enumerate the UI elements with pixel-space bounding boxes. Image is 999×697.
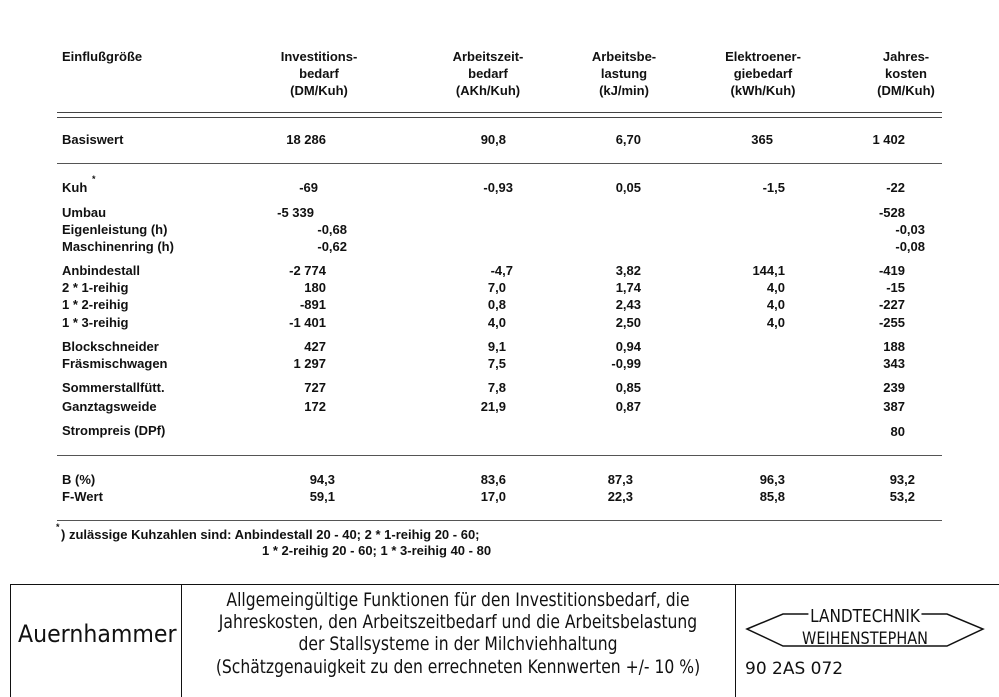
row-label: Umbau	[62, 205, 107, 220]
header-arbeitszeit-3: (AKh/Kuh)	[455, 83, 521, 98]
cell-arbeitszeit: 90,8	[480, 132, 506, 147]
cell-belastung: -0,99	[611, 356, 641, 371]
row-label: Anbindestall	[62, 263, 141, 278]
cell-belastung: 0,85	[615, 380, 641, 395]
cell-arbeitszeit: -4,7	[490, 263, 513, 278]
cell-jahres: 343	[883, 356, 905, 371]
cell-belastung: 2,50	[615, 315, 641, 330]
cell-elektro: -1,5	[762, 180, 785, 195]
header-jahres-3: (DM/Kuh)	[877, 83, 935, 98]
cell-invest: 727	[304, 380, 326, 395]
cell-invest: -5 339	[277, 205, 314, 220]
header-arbeitszeit-2: bedarf	[468, 66, 508, 81]
stats-separator	[57, 455, 942, 456]
header-elektro-1: Elektroener-	[725, 49, 801, 64]
title-line-2: Jahreskosten, den Arbeitszeitbedarf und die Arbeitsbelastung	[218, 611, 698, 633]
cell-elektro: 96,3	[759, 472, 785, 487]
cell-elektro: 85,8	[759, 489, 785, 504]
cell-belastung: 3,82	[615, 263, 641, 278]
cell-belastung: 2,43	[615, 297, 641, 312]
cell-invest: -69	[299, 180, 318, 195]
cell-jahres: -255	[878, 315, 905, 330]
header-invest-2: bedarf	[299, 66, 339, 81]
header-invest-1: Investitions-	[280, 49, 358, 64]
cell-jahres: -528	[878, 205, 905, 220]
row-label: F-Wert	[62, 489, 103, 504]
cell-belastung: 22,3	[607, 489, 633, 504]
cell-belastung: 0,94	[615, 339, 641, 354]
document-code: 90 2AS 072	[745, 659, 844, 679]
cell-jahres: 53,2	[889, 489, 915, 504]
row-label: Maschinenring (h)	[62, 239, 174, 254]
cell-invest: 172	[304, 399, 326, 414]
cell-belastung: 1,74	[615, 280, 641, 295]
cell-elektro: 144,1	[752, 263, 785, 278]
cell-elektro: 365	[751, 132, 773, 147]
title-block-divider-2	[735, 584, 736, 697]
footnote-marker: *	[56, 522, 60, 532]
cell-elektro: 4,0	[766, 315, 785, 330]
cell-belastung: 87,3	[607, 472, 633, 487]
header-separator	[57, 112, 942, 118]
header-einflussgroesse: Einflußgröße	[62, 49, 143, 64]
row-label: Fräsmischwagen	[62, 356, 168, 371]
title-line-1: Allgemeingültige Funktionen für den Investitionsbedarf, die	[226, 589, 690, 611]
row-label: Strompreis (DPf)	[62, 423, 166, 438]
row-label: B (%)	[62, 472, 96, 487]
cell-arbeitszeit: 7,8	[487, 380, 506, 395]
row-label: Basiswert	[62, 132, 124, 147]
cell-arbeitszeit: 7,5	[487, 356, 506, 371]
logo-text-line-1: LANDTECHNIK	[810, 606, 920, 627]
cell-jahres: -227	[878, 297, 905, 312]
header-elektro-3: (kWh/Kuh)	[730, 83, 796, 98]
cell-arbeitszeit: 0,8	[487, 297, 506, 312]
cell-elektro: 4,0	[766, 280, 785, 295]
cell-jahres: 1 402	[872, 132, 905, 147]
row-label: Eigenleistung (h)	[62, 222, 168, 237]
cell-invest: 94,3	[309, 472, 335, 487]
cell-jahres: 80	[890, 424, 905, 439]
cell-invest: 1 297	[293, 356, 326, 371]
title-block-top-border	[10, 584, 999, 585]
row-label: 2 * 1-reihig	[62, 280, 129, 295]
title-block-divider-1	[181, 584, 182, 697]
cell-arbeitszeit: 17,0	[480, 489, 506, 504]
header-elektro-2: giebedarf	[733, 66, 793, 81]
cell-invest: 59,1	[309, 489, 335, 504]
title-line-3: der Stallsysteme in der Milchviehhaltung	[298, 633, 618, 655]
logo-text-line-2: WEIHENSTEPHAN	[802, 629, 928, 649]
cell-jahres: 387	[883, 399, 905, 414]
row-label: 1 * 2-reihig	[62, 297, 129, 312]
cell-invest: 427	[304, 339, 326, 354]
header-jahres-1: Jahres-	[882, 49, 930, 64]
cell-jahres: -419	[878, 263, 905, 278]
footnote-line-1: ) zulässige Kuhzahlen sind: Anbindestall 20 - 40; 2 * 1-reihig 20 - 60;	[61, 527, 480, 542]
cell-belastung: 6,70	[615, 132, 641, 147]
cell-invest: -891	[299, 297, 326, 312]
row-label: Ganztagsweide	[62, 399, 157, 414]
header-jahres-2: kosten	[885, 66, 927, 81]
row-label: Blockschneider	[62, 339, 159, 354]
cell-invest: -0,68	[317, 222, 347, 237]
cell-arbeitszeit: -0,93	[483, 180, 513, 195]
basis-separator	[57, 163, 942, 164]
cell-invest: -1 401	[289, 315, 326, 330]
cell-invest: -0,62	[317, 239, 347, 254]
cell-arbeitszeit: 9,1	[487, 339, 506, 354]
cell-jahres: -0,03	[895, 222, 925, 237]
footnote-separator	[57, 520, 942, 521]
author-name: Auernhammer	[18, 620, 177, 648]
header-invest-3: (DM/Kuh)	[290, 83, 348, 98]
header-belastung-2: lastung	[600, 66, 648, 81]
landtechnik-logo	[745, 604, 985, 654]
cell-invest: -2 774	[289, 263, 326, 278]
cell-invest: 180	[304, 280, 326, 295]
cell-arbeitszeit: 7,0	[487, 280, 506, 295]
cell-invest: 18 286	[286, 132, 326, 147]
cell-jahres: -22	[886, 180, 905, 195]
cell-jahres: 188	[883, 339, 905, 354]
cell-belastung: 0,05	[615, 180, 641, 195]
cell-jahres: -15	[886, 280, 905, 295]
cell-jahres: -0,08	[895, 239, 925, 254]
kuh-footnote-marker: *	[92, 174, 96, 184]
footnote-line-2: 1 * 2-reihig 20 - 60; 1 * 3-reihig 40 - 80	[262, 543, 492, 558]
row-label: 1 * 3-reihig	[62, 315, 129, 330]
cell-arbeitszeit: 4,0	[487, 315, 506, 330]
cell-elektro: 4,0	[766, 297, 785, 312]
row-label: Kuh	[62, 180, 88, 195]
title-line-4: (Schätzgenauigkeit zu den errechneten Kennwerten +/- 10 %)	[215, 656, 701, 678]
cell-arbeitszeit: 83,6	[480, 472, 506, 487]
header-arbeitszeit-1: Arbeitszeit-	[452, 49, 524, 64]
cell-jahres: 93,2	[889, 472, 915, 487]
header-belastung-3: (kJ/min)	[599, 83, 649, 98]
cell-arbeitszeit: 21,9	[480, 399, 506, 414]
cell-jahres: 239	[883, 380, 905, 395]
header-belastung-1: Arbeitsbe-	[591, 49, 657, 64]
row-label: Sommerstallfütt.	[62, 380, 165, 395]
title-block-left-border	[10, 584, 11, 697]
cell-belastung: 0,87	[615, 399, 641, 414]
